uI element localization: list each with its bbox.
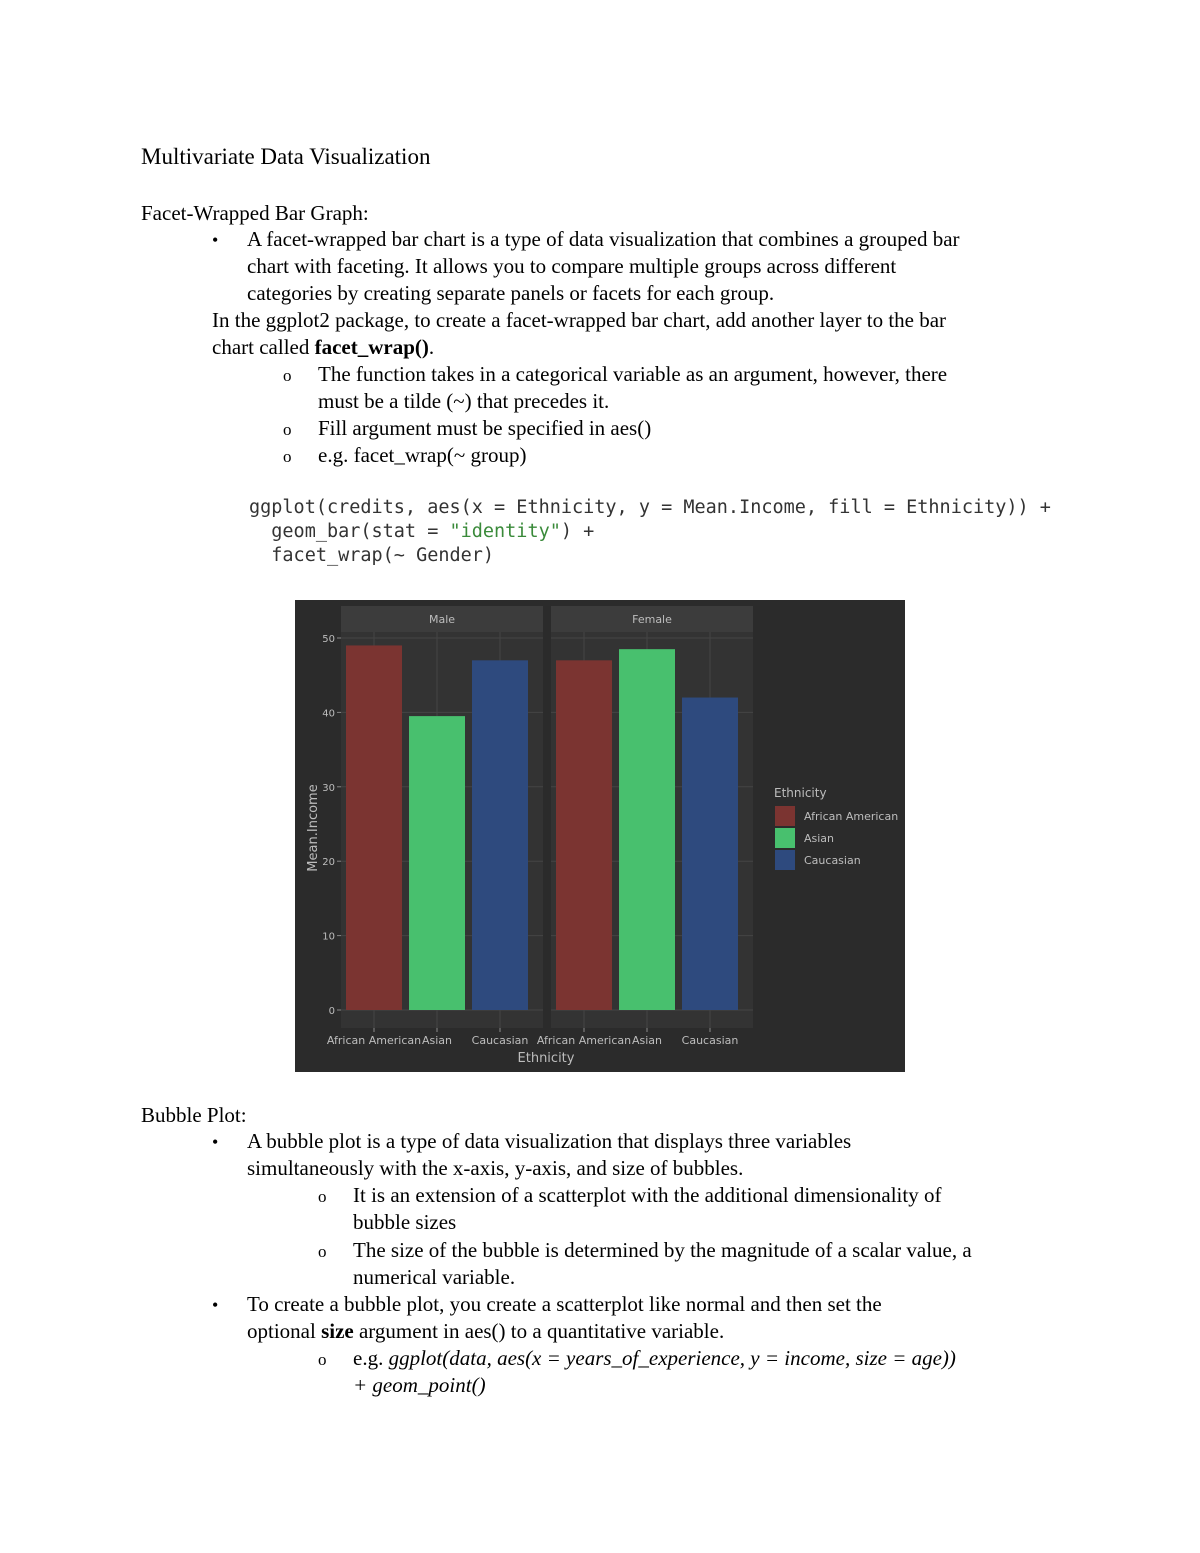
code-line-1: ggplot(credits, aes(x = Ethnicity, y = Mean.Income, fill = Ethnicity)) + <box>249 497 1051 518</box>
facet-section-title: Facet-Wrapped Bar Graph: <box>141 201 369 225</box>
legend-label: Caucasian <box>804 854 861 867</box>
bullet-icon: • <box>212 1295 219 1315</box>
y-tick-label: 40 <box>322 708 335 720</box>
facet-paragraph-line1: In the ggplot2 package, to create a facet-wrapped bar chart, add another layer to the bar <box>212 308 947 332</box>
y-tick-label: 30 <box>322 782 335 794</box>
bar <box>682 698 738 1010</box>
facet-sub3: e.g. facet_wrap(~ group) <box>318 443 527 467</box>
bubble-sub2-line2: numerical variable. <box>353 1265 516 1289</box>
y-tick-label: 20 <box>322 857 335 869</box>
legend-swatch <box>775 850 795 870</box>
sub-bullet-icon: o <box>318 1242 327 1261</box>
page-title: Multivariate Data Visualization <box>141 144 431 169</box>
bubble-sub3-line2: + geom_point() <box>353 1373 486 1397</box>
facet-strip-label: Male <box>428 613 456 626</box>
x-tick-label: African American <box>326 1034 422 1047</box>
bar <box>346 645 402 1010</box>
x-tick-label: Asian <box>421 1034 453 1047</box>
legend-label: Asian <box>804 832 835 845</box>
facet-sub2: Fill argument must be specified in aes() <box>318 416 652 440</box>
bubble-sub2-line1: The size of the bubble is determined by the magnitude of a scalar value, a <box>353 1238 972 1262</box>
facet-strip-label: Female <box>632 613 672 626</box>
bar <box>472 660 528 1010</box>
y-tick-label: 0 <box>328 1006 335 1017</box>
bubble-section-title: Bubble Plot: <box>141 1103 247 1127</box>
y-tick-label: 10 <box>322 931 335 943</box>
facet-paragraph-line2: chart called facet_wrap(). <box>212 335 435 359</box>
size-keyword: size <box>321 1319 354 1343</box>
sub-bullet-icon: o <box>283 447 292 466</box>
y-tick-label: 50 <box>322 634 335 645</box>
bubble-sub3-line1: e.g. ggplot(data, aes(x = years_of_experience, y = income, size = age)) <box>353 1346 956 1370</box>
code-line-3: facet_wrap(~ Gender) <box>249 545 495 566</box>
legend-label: African American <box>804 810 899 823</box>
bubble-bullet1-line2: simultaneously with the x-axis, y-axis, and size of bubbles. <box>247 1156 744 1180</box>
bubble-sub1-line1: It is an extension of a scatterplot with the additional dimensionality of <box>353 1183 942 1207</box>
bubble-bullet2-line1: To create a bubble plot, you create a scatterplot like normal and then set the <box>247 1292 882 1316</box>
code-line-2: geom_bar(stat = "identity") + <box>249 521 595 542</box>
x-tick-label: Caucasian <box>681 1034 739 1047</box>
y-axis-label: Mean.Income <box>306 784 321 872</box>
facet-sub1-line2: must be a tilde (~) that precedes it. <box>318 389 610 413</box>
bar <box>409 716 465 1010</box>
bubble-code-example: ggplot(data, aes(x = years_of_experience, y = income, size = age)) <box>388 1346 956 1370</box>
bullet-icon: • <box>212 1132 219 1152</box>
facet-bullet1-line3: categories by creating separate panels or facets for each group. <box>247 281 775 305</box>
facet-sub1-line1: The function takes in a categorical variable as an argument, however, there <box>318 362 948 386</box>
sub-bullet-icon: o <box>318 1350 327 1369</box>
legend-title: Ethnicity <box>774 786 827 800</box>
bubble-sub1-line2: bubble sizes <box>353 1210 457 1234</box>
legend-swatch <box>775 828 795 848</box>
sub-bullet-icon: o <box>318 1187 327 1206</box>
bar <box>619 649 675 1010</box>
sub-bullet-icon: o <box>283 420 292 439</box>
bullet-icon: • <box>212 230 219 250</box>
facet-wrap-keyword: facet_wrap() <box>314 335 429 359</box>
facet-bullet1-line2: chart with faceting. It allows you to compare multiple groups across different <box>247 254 897 278</box>
x-tick-label: African American <box>536 1034 632 1047</box>
sub-bullet-icon: o <box>283 366 292 385</box>
legend <box>774 786 898 870</box>
bubble-bullet2-line2: optional size argument in aes() to a quantitative variable. <box>247 1319 725 1343</box>
x-tick-label: Asian <box>631 1034 663 1047</box>
bar <box>556 660 612 1010</box>
facet-bullet1-line1: A facet-wrapped bar chart is a type of data visualization that combines a grouped bar <box>247 227 960 251</box>
facet-bar-chart <box>295 600 905 1072</box>
x-axis-label: Ethnicity <box>517 1051 575 1066</box>
x-tick-label: Caucasian <box>471 1034 529 1047</box>
legend-swatch <box>775 806 795 826</box>
bubble-bullet1-line1: A bubble plot is a type of data visualization that displays three variables <box>247 1129 852 1153</box>
